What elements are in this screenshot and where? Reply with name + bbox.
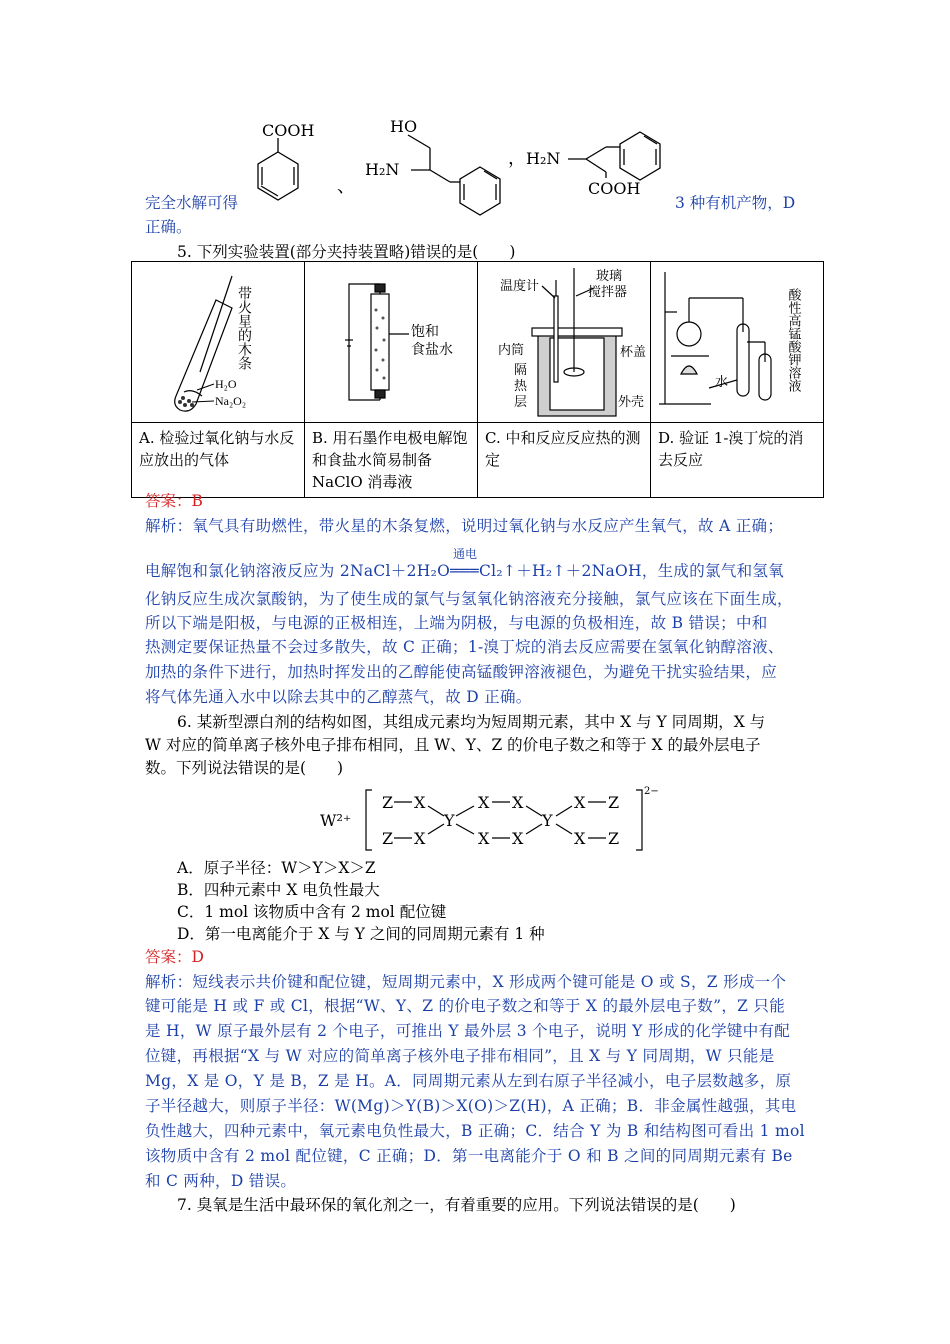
atom-x-6: X (512, 829, 524, 848)
q5-figure-a (132, 262, 305, 423)
q6-explanation-line-9: 和 C 两种，D 错误。 (145, 1172, 297, 1190)
h2n-label-1: H₂N (365, 160, 400, 179)
q6-explanation-line-3: 是 H，W 原子最外层有 2 个电子，可推出 Y 最外层 3 个电子，说明 Y 形成的化学键中有配 (145, 1022, 791, 1040)
atom-x-3: X (478, 793, 490, 812)
q5-option-b: B. 用石墨作电极电解饱和食盐水简易制备 NaClO 消毒液 (305, 423, 478, 498)
q6-option-d: D．第一电离能介于 X 与 Y 之间的同周期元素有 1 种 (177, 925, 545, 943)
fig-c-label-7: 热 (514, 379, 528, 394)
q6-explanation-line-5: Mg，X 是 O，Y 是 B，Z 是 H。A．同周期元素从左到右原子半径减小，电子层数越多，原 (145, 1072, 792, 1090)
q6-stem-line-1: 6. 某新型漂白剂的结构如图，其组成元素均为短周期元素，其中 X 与 Y 同周期，X 与 (177, 713, 766, 731)
q4-structures (140, 112, 840, 232)
atom-x-4: X (512, 793, 524, 812)
h2n-label-2: H₂N (526, 149, 561, 168)
fig-d-label-1: 酸性高锰酸钾溶液 (785, 288, 801, 392)
q5-explanation-line-7: 将气体先通入水中以除去其中的乙醇蒸气，故 D 正确。 (145, 688, 532, 706)
q5-figure-b (305, 262, 478, 423)
q5-explanation-line-6: 加热的条件下进行，加热时挥发出的乙醇能使高锰酸钾溶液褪色，为避免干扰实验结果，应 (145, 663, 778, 681)
atom-y-1: Y (444, 811, 455, 830)
cooh-label-2: COOH (588, 179, 641, 198)
separator-comma-2: ， (508, 148, 526, 169)
q5-explanation-line-2: 电解饱和氯化钠溶液反应为 2NaCl＋2H₂O═══Cl₂↑＋H₂↑＋2NaOH，生成的氯气和氢氧 (145, 562, 785, 580)
phenylalanine-structure (568, 132, 660, 180)
atom-x-8: X (574, 829, 586, 848)
fig-b-label-2: 食盐水 (411, 342, 453, 358)
q5-figure-d (651, 262, 824, 423)
phenylalaninol-structure (408, 135, 500, 215)
fig-a-label-1: 带火星的木条 (236, 286, 252, 370)
q7-stem: 7. 臭氧是生活中最环保的氧化剂之一，有着重要的应用。下列说法错误的是( ) (177, 1196, 736, 1214)
atom-z-1: Z (382, 793, 394, 812)
q5-condition-label: 通电 (453, 547, 478, 561)
q5-option-c: C. 中和反应反应热的测定 (478, 423, 651, 498)
q6-explanation-line-1: 解析：短线表示共价键和配位键，短周期元素中，X 形成两个键可能是 O 或 S，Z 形成一个 (145, 973, 787, 991)
atom-y-2: Y (542, 811, 553, 830)
q6-explanation-line-8: 该物质中含有 2 mol 配位键，C 正确；D．第一电离能介于 O 和 B 之间的同周期元素有 Be (145, 1147, 793, 1165)
q6-option-c: C．1 mol 该物质中含有 2 mol 配位键 (177, 903, 447, 921)
fig-c-label-3: 搅拌器 (588, 285, 628, 300)
fig-c-label-5: 杯盖 (620, 345, 647, 360)
q5-option-a: A. 检验过氧化钠与水反应放出的气体 (132, 423, 305, 498)
q4-tail-suffix: 3 种有机产物，D (675, 194, 796, 212)
q6-stem-line-2: W 对应的简单离子核外电子排布相同，且 W、Y、Z 的价电子数之和等于 X 的最外层电子 (145, 736, 761, 754)
q6-explanation-line-7: 负性越大，四种元素中，氧元素电负性最大，B 正确；C．结合 Y 为 B 和结构图可看出 1 mol (145, 1122, 805, 1140)
fig-c-label-2: 玻璃 (596, 269, 623, 284)
benzoic-acid-structure (258, 138, 298, 200)
separator-comma-1: 、 (337, 176, 355, 197)
q5-explanation-line-4: 所以下端是阳极，与电源的正极相连，上端为阴极，与电源的负极相连，故 B 错误；中和 (145, 614, 768, 632)
structure-charge: 2− (644, 786, 659, 797)
q5-stem: 5. 下列实验装置(部分夹持装置略)错误的是( ) (177, 243, 516, 261)
q5-option-d: D. 验证 1-溴丁烷的消去反应 (651, 423, 824, 498)
q5-explanation-line-1: 解析：氧气具有助燃性，带火星的木条复燃，说明过氧化钠与水反应产生氧气，故 A 正确； (145, 517, 784, 535)
atom-x-5: X (478, 829, 490, 848)
fig-b-label-1: 饱和 (411, 324, 439, 340)
q6-explanation-line-4: 位键，再根据“X 与 W 对应的简单离子核外电子排布相同”，且 X 与 Y 同周期，W 只能是 (145, 1047, 775, 1065)
fig-d-label-2: 水 (715, 375, 729, 390)
fig-c-label-6: 隔 (514, 363, 528, 378)
fig-c-label-9: 外壳 (618, 395, 645, 410)
q4-tail-prefix: 完全水解可得 (145, 194, 239, 212)
ho-label: HO (390, 117, 418, 136)
atom-z-3: Z (608, 793, 620, 812)
atom-z-4: Z (608, 829, 620, 848)
fig-a-label-2: H₂O (215, 377, 237, 391)
q6-stem-line-3: 数。下列说法错误的是( ) (145, 759, 344, 777)
q4-tail-line2: 正确。 (145, 218, 192, 236)
q5-answer: 答案：B (145, 492, 203, 510)
structure-cation: W²⁺ (320, 811, 352, 830)
atom-x-2: X (414, 829, 426, 848)
q5-explanation-line-5: 热测定要保证热量不会过多散失，故 C 正确；1-溴丁烷的消去反应需要在氢氧化钠醇溶液、 (145, 638, 784, 656)
q5-figure-c (478, 262, 651, 423)
fig-c-label-8: 层 (514, 395, 528, 410)
q6-structure-diagram (318, 784, 668, 856)
fig-c-label-4: 内筒 (498, 343, 525, 358)
atom-x-1: X (414, 793, 426, 812)
q6-explanation-line-6: 子半径越大，则原子半径：W(Mg)＞Y(B)＞X(O)＞Z(H)，A 正确；B．非金属性越强，其电 (145, 1097, 797, 1115)
q5-option-table (131, 261, 824, 498)
fig-a-label-3: Na₂O₂ (215, 394, 247, 408)
fig-c-label-1: 温度计 (500, 279, 540, 294)
cooh-label-1: COOH (262, 121, 315, 140)
q6-answer: 答案：D (145, 948, 204, 966)
q5-explanation-line-3: 化钠反应生成次氯酸钠，为了使生成的氯气与氢氧化钠溶液充分接触，氯气应该在下面生成， (145, 590, 793, 608)
q6-option-b: B．四种元素中 X 电负性最大 (177, 881, 380, 899)
atom-x-7: X (574, 793, 586, 812)
q6-explanation-line-2: 键可能是 H 或 F 或 Cl，根据“W、Y、Z 的价电子数之和等于 X 的最外层电子数”，Z 只能 (145, 997, 786, 1015)
atom-z-2: Z (382, 829, 394, 848)
q6-option-a: A．原子半径：W＞Y＞X＞Z (177, 859, 376, 877)
